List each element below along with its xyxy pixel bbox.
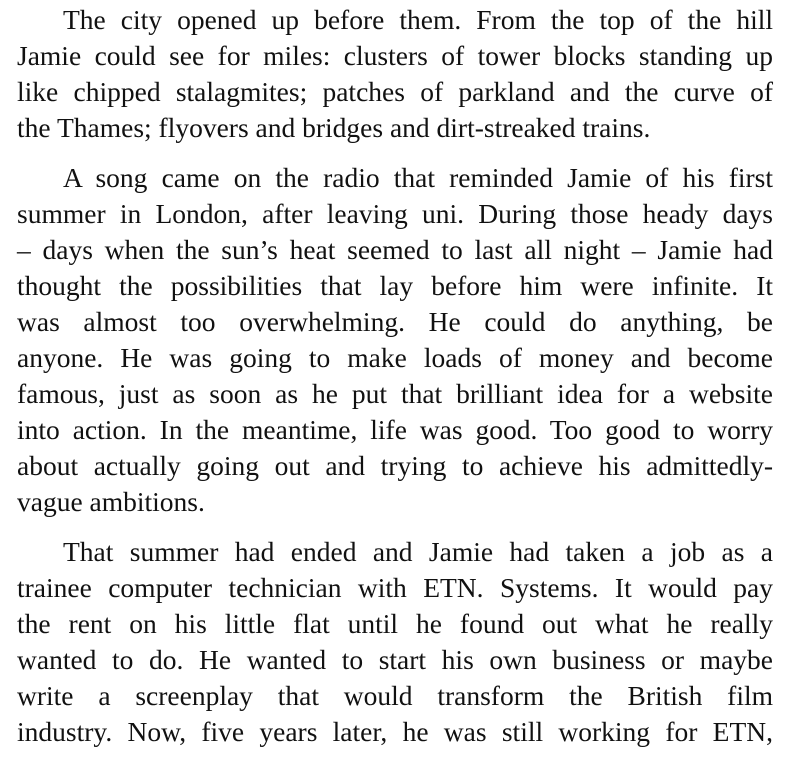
text-line: the Thames; flyovers and bridges and dirt-streaked trains. xyxy=(17,112,651,143)
text-line: was almost too overwhelming. He could do anything, be xyxy=(17,306,773,337)
text-line: about actually going out and trying to achieve his admittedly- xyxy=(17,450,773,481)
text-line: summer in London, after leaving uni. During those heady days xyxy=(17,198,773,229)
text-line: Jamie could see for miles: clusters of tower blocks standing up xyxy=(17,40,773,71)
text-line: famous, just as soon as he put that brilliant idea for a website xyxy=(17,378,773,409)
document-page xyxy=(17,2,773,764)
text-line: The city opened up before them. From the top of the hill xyxy=(63,4,773,35)
paragraph-2 xyxy=(17,160,773,520)
paragraph-1 xyxy=(17,2,773,146)
text-line: the rent on his little flat until he found out what he really xyxy=(17,608,773,639)
text-line: vague ambitions. xyxy=(17,486,205,517)
text-line: into action. In the meantime, life was good. Too good to worry xyxy=(17,414,773,445)
text-line: industry. Now, five years later, he was still working for ETN, xyxy=(17,716,773,747)
paragraph-3 xyxy=(17,534,773,750)
text-line: write a screenplay that would transform the British film xyxy=(17,680,773,711)
text-line: A song came on the radio that reminded Jamie of his first xyxy=(63,162,773,193)
text-line: wanted to do. He wanted to start his own business or maybe xyxy=(17,644,773,675)
text-line: thought the possibilities that lay before him were infinite. It xyxy=(17,270,773,301)
text-line: That summer had ended and Jamie had taken a job as a xyxy=(63,536,773,567)
text-line: anyone. He was going to make loads of money and become xyxy=(17,342,773,373)
text-line: like chipped stalagmites; patches of parkland and the curve of xyxy=(17,76,773,107)
text-line: – days when the sun’s heat seemed to last all night – Jamie had xyxy=(17,234,773,265)
text-line: trainee computer technician with ETN. Systems. It would pay xyxy=(17,572,773,603)
